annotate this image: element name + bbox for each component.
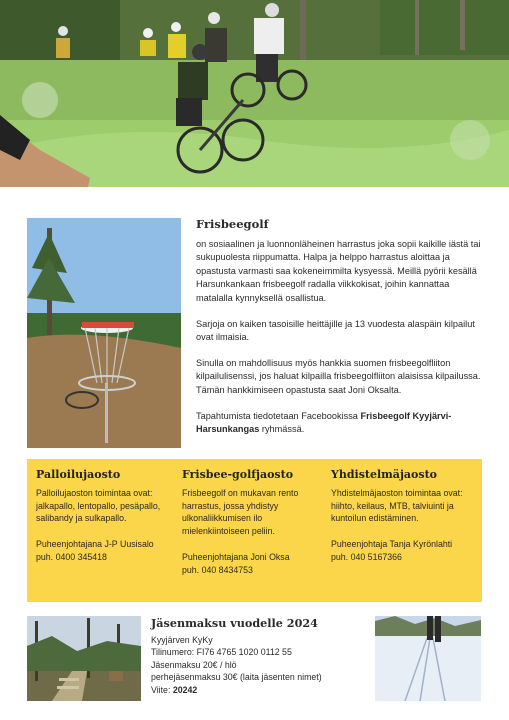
section-chair: Puheenjohtajana J-P Uusisalo: [36, 539, 154, 550]
frisbeegolf-paragraph-series: Sarjoja on kaiken tasoisille heittäjille ja 13 vuodesta alaspäin kilpailut ovat ilmaisia.: [196, 318, 475, 343]
sections-panel: [27, 459, 482, 602]
hero-photo-mountain-biking: [0, 0, 509, 187]
frisbeegolf-paragraph-license: Sinulla on mahdollisuus myös hankkia suomen frisbeegolfliiton kilpailulisenssi, jos haluat kilpailla frisbeegolfliiton alaisissa kilpailussa. Tämän hankkimiseen opastusta saat Joni Oksalta.: [196, 357, 481, 395]
facebook-group-name: Frisbeegolf Kyyjärvi-Harsunkangas: [196, 410, 452, 435]
ski-trail-photo: [375, 616, 481, 701]
facebook-text-post: ryhmässä.: [259, 424, 305, 435]
section-yhdistelmajaosto: [331, 469, 476, 564]
forest-path-photo: [27, 616, 141, 701]
section-phone: puh. 040 8434753: [182, 564, 253, 575]
membership-title: Jäsenmaksu vuodelle 2024: [151, 616, 318, 630]
section-chair: Puheenjohtajana Joni Oksa: [182, 551, 290, 562]
section-title: Frisbee-golfjaosto: [182, 468, 294, 481]
section-phone: puh. 0400 345418: [36, 551, 107, 562]
reference-value: 20242: [172, 684, 198, 695]
membership-family-fee: perhejäsenmaksu 30€ (laita jäsenten nimet): [151, 672, 322, 683]
frisbeegolf-title: Frisbeegolf: [196, 217, 269, 231]
section-text: Frisbeegolf on mukavan rento harrastus, jossa yhdistyy ulkonaliikkumisen ilo mielenkiintoiseen peliin.: [182, 487, 299, 537]
membership-reference: [151, 684, 366, 697]
frisbeegolf-paragraph-facebook: [196, 410, 486, 437]
section-chair: Puheenjohtaja Tanja Kyrönlahti: [331, 539, 453, 550]
membership-section: [151, 617, 366, 697]
facebook-text-pre: Tapahtumista tiedotetaan Facebookissa: [196, 410, 361, 421]
section-title: Palloilujaosto: [36, 468, 121, 481]
frisbeegolf-section: [196, 218, 486, 449]
reference-label: Viite:: [151, 684, 173, 695]
membership-org: Kyyjärven KyKy: [151, 634, 213, 645]
frisbeegolf-paragraph-intro: on sosiaalinen ja luonnonläheinen harrastus joka sopii kaikille iästä tai sukupuolesta riippumatta. Halpa ja helppo harrastus aloittaa ja opastusta varmasti saa kokeneimmilta kysyessä. Meillä pyörii kesällä Harsunkankaan frisbeegolf radalla viikkokisat, joihin kannattaa matalalla kynnyksellä osallistua.: [196, 238, 481, 303]
membership-account: Tilinumero: FI76 4765 1020 0112 55: [151, 647, 292, 658]
section-text: Palloilujaoston toimintaa ovat: jalkapallo, lentopallo, pesäpallo, salibandy ja sulkapallo.: [36, 487, 161, 524]
section-palloilujaosto: [36, 469, 176, 564]
section-text: Yhdistelmäjaoston toimintaa ovat: hiihto, keilaus, MTB, talviuinti ja kuntoilun edistäminen.: [331, 487, 463, 524]
disc-golf-basket-photo: [27, 218, 181, 448]
section-title: Yhdistelmäjaosto: [331, 468, 437, 481]
section-phone: puh. 040 5167366: [331, 551, 402, 562]
membership-fee: Jäsenmaksu 20€ / hlö: [151, 659, 237, 670]
section-frisbee-golfjaosto: [182, 469, 322, 577]
